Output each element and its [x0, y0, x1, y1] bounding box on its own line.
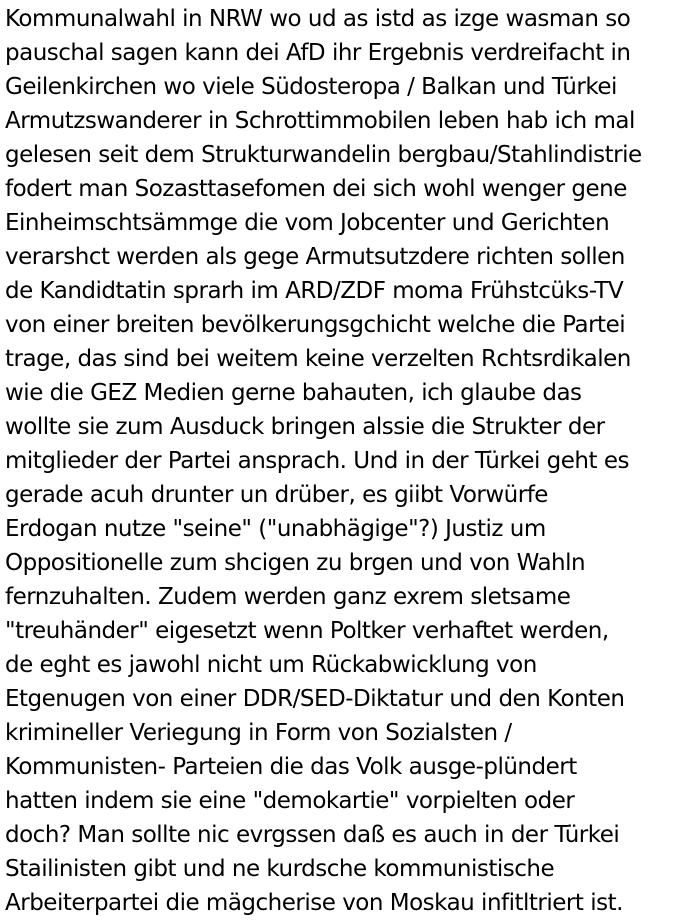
text-line: verarshct werden als gege Armutsutzdere richten sollen — [5, 244, 625, 270]
text-line: fodert man Sozasttasefomen dei sich wohl wenger gene — [5, 176, 627, 202]
text-line: de eght es jawohl nicht um Rückabwicklung von — [5, 652, 537, 678]
text-line: "treuhänder" eigesetzt wenn Poltker verhaftet werden, — [5, 618, 609, 644]
text-line: doch? Man sollte nic evrgssen daß es auch in der Türkei — [5, 822, 620, 848]
text-line: Kommunisten- Parteien die das Volk ausge-plündert — [5, 754, 577, 780]
text-line: von einer breiten bevölkerungsgchicht welche die Partei — [5, 312, 626, 338]
text-line: Etgenugen von einer DDR/SED-Diktatur und den Konten — [5, 686, 625, 712]
text-line: Arbeiterpartei die mägcherise von Moskau infitltriert ist. — [5, 890, 623, 916]
text-line: pauschal sagen kann dei AfD ihr Ergebnis verdreifacht in — [5, 40, 631, 66]
text-line: Geilenkirchen wo viele Südosteropa / Balkan und Türkei — [5, 74, 617, 100]
text-line: Einheimschtsämmge die vom Jobcenter und Gerichten — [5, 210, 610, 236]
text-line: gelesen seit dem Strukturwandelin bergbau/Stahlindistrie — [5, 142, 642, 168]
text-line: fernzuhalten. Zudem werden ganz exrem sletsame — [5, 584, 571, 610]
text-line: Erdogan nutze "seine" ("unabhägige"?) Justiz um — [5, 516, 546, 542]
text-line: wollte sie zum Ausduck bringen alssie die Strukter der — [5, 414, 605, 440]
text-line: krimineller Veriegung in Form von Sozialsten / — [5, 720, 512, 746]
text-line: mitglieder der Partei ansprach. Und in der Türkei geht es — [5, 448, 629, 474]
text-line: Kommunalwahl in NRW wo ud as istd as izge wasman so — [5, 6, 631, 32]
text-line: wie die GEZ Medien gerne bahauten, ich glaube das — [5, 380, 582, 406]
text-line: de Kandidtatin sprarh im ARD/ZDF moma Frühstcüks-TV — [5, 278, 624, 304]
text-line: hatten indem sie eine "demokartie" vorpielten oder — [5, 788, 575, 814]
text-line: trage, das sind bei weitem keine verzelten Rchtsrdikalen — [5, 346, 631, 372]
text-line: gerade acuh drunter un drüber, es giibt Vorwürfe — [5, 482, 548, 508]
text-line: Armutzswanderer in Schrottimmobilen leben hab ich mal — [5, 108, 635, 134]
text-line: Oppositionelle zum shcigen zu brgen und von Wahln — [5, 550, 586, 576]
text-line: Stailinisten gibt und ne kurdsche kommunistische — [5, 856, 555, 882]
